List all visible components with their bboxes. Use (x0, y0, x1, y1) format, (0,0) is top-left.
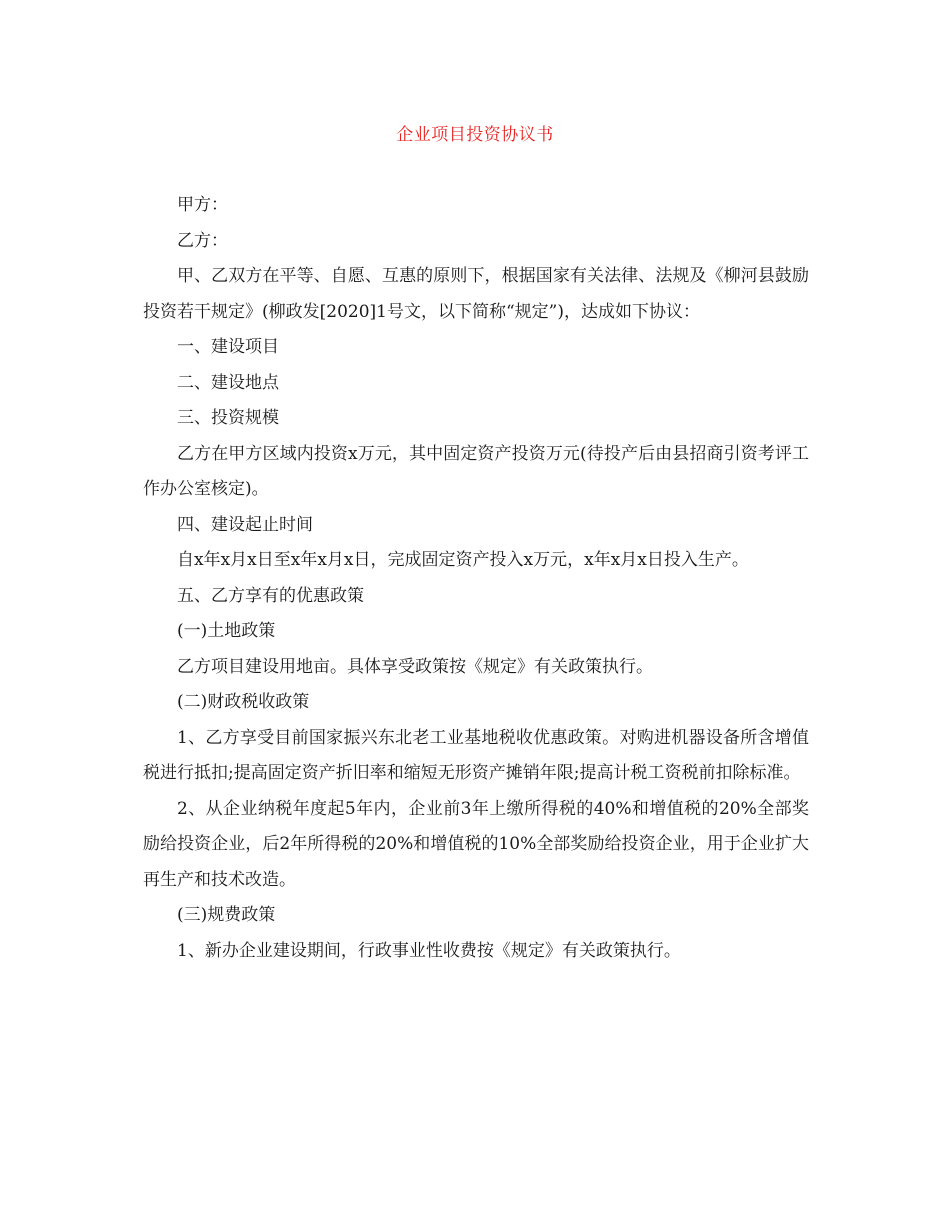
preamble-paragraph: 甲、乙双方在平等、自愿、互惠的原则下，根据国家有关法律、法规及《柳河县鼓励投资若干规定》(柳政发[2020]1号文，以下简称“规定”)，达成如下协议： (143, 266, 809, 322)
document-body (143, 188, 809, 969)
section-heading-project: 一、建设项目 (177, 337, 279, 357)
document-title: 企业项目投资协议书 (396, 125, 554, 145)
party-b-line: 乙方： (177, 230, 228, 251)
section-heading-scale: 三、投资规模 (177, 408, 279, 428)
subsection-heading-fees: (三)规费政策 (177, 905, 276, 925)
party-a-line: 甲方： (177, 195, 228, 215)
fees-policy-item-1: 1、新办企业建设期间，行政事业性收费按《规定》有关政策执行。 (177, 940, 681, 961)
tax-policy-item-2: 2、从企业纳税年度起5年内，企业前3年上缴所得税的40%和增值税的20%全部奖励给投资企业，后2年所得税的20%和增值税的10%全部奖励给投资企业，用于企业扩大再生产和技术改造。 (143, 798, 809, 890)
scale-paragraph: 乙方在甲方区域内投资x万元，其中固定资产投资万元(待投产后由县招商引资考评工作办公室核定)。 (143, 443, 809, 499)
subsection-heading-tax: (二)财政税收政策 (177, 692, 310, 712)
section-heading-policies: 五、乙方享有的优惠政策 (177, 585, 364, 606)
subsection-heading-land: (一)土地政策 (177, 621, 276, 641)
land-policy-paragraph: 乙方项目建设用地亩。具体享受政策按《规定》有关政策执行。 (177, 656, 653, 677)
section-heading-location: 二、建设地点 (177, 372, 279, 393)
section-heading-schedule: 四、建设起止时间 (177, 514, 313, 535)
tax-policy-item-1: 1、乙方享受目前国家振兴东北老工业基地税收优惠政策。对购进机器设备所含增值税进行抵扣;提高固定资产折旧率和缩短无形资产摊销年限;提高计税工资税前扣除标准。 (143, 727, 809, 783)
schedule-paragraph: 自x年x月x日至x年x月x日，完成固定资产投入x万元，x年x月x日投入生产。 (177, 550, 749, 570)
